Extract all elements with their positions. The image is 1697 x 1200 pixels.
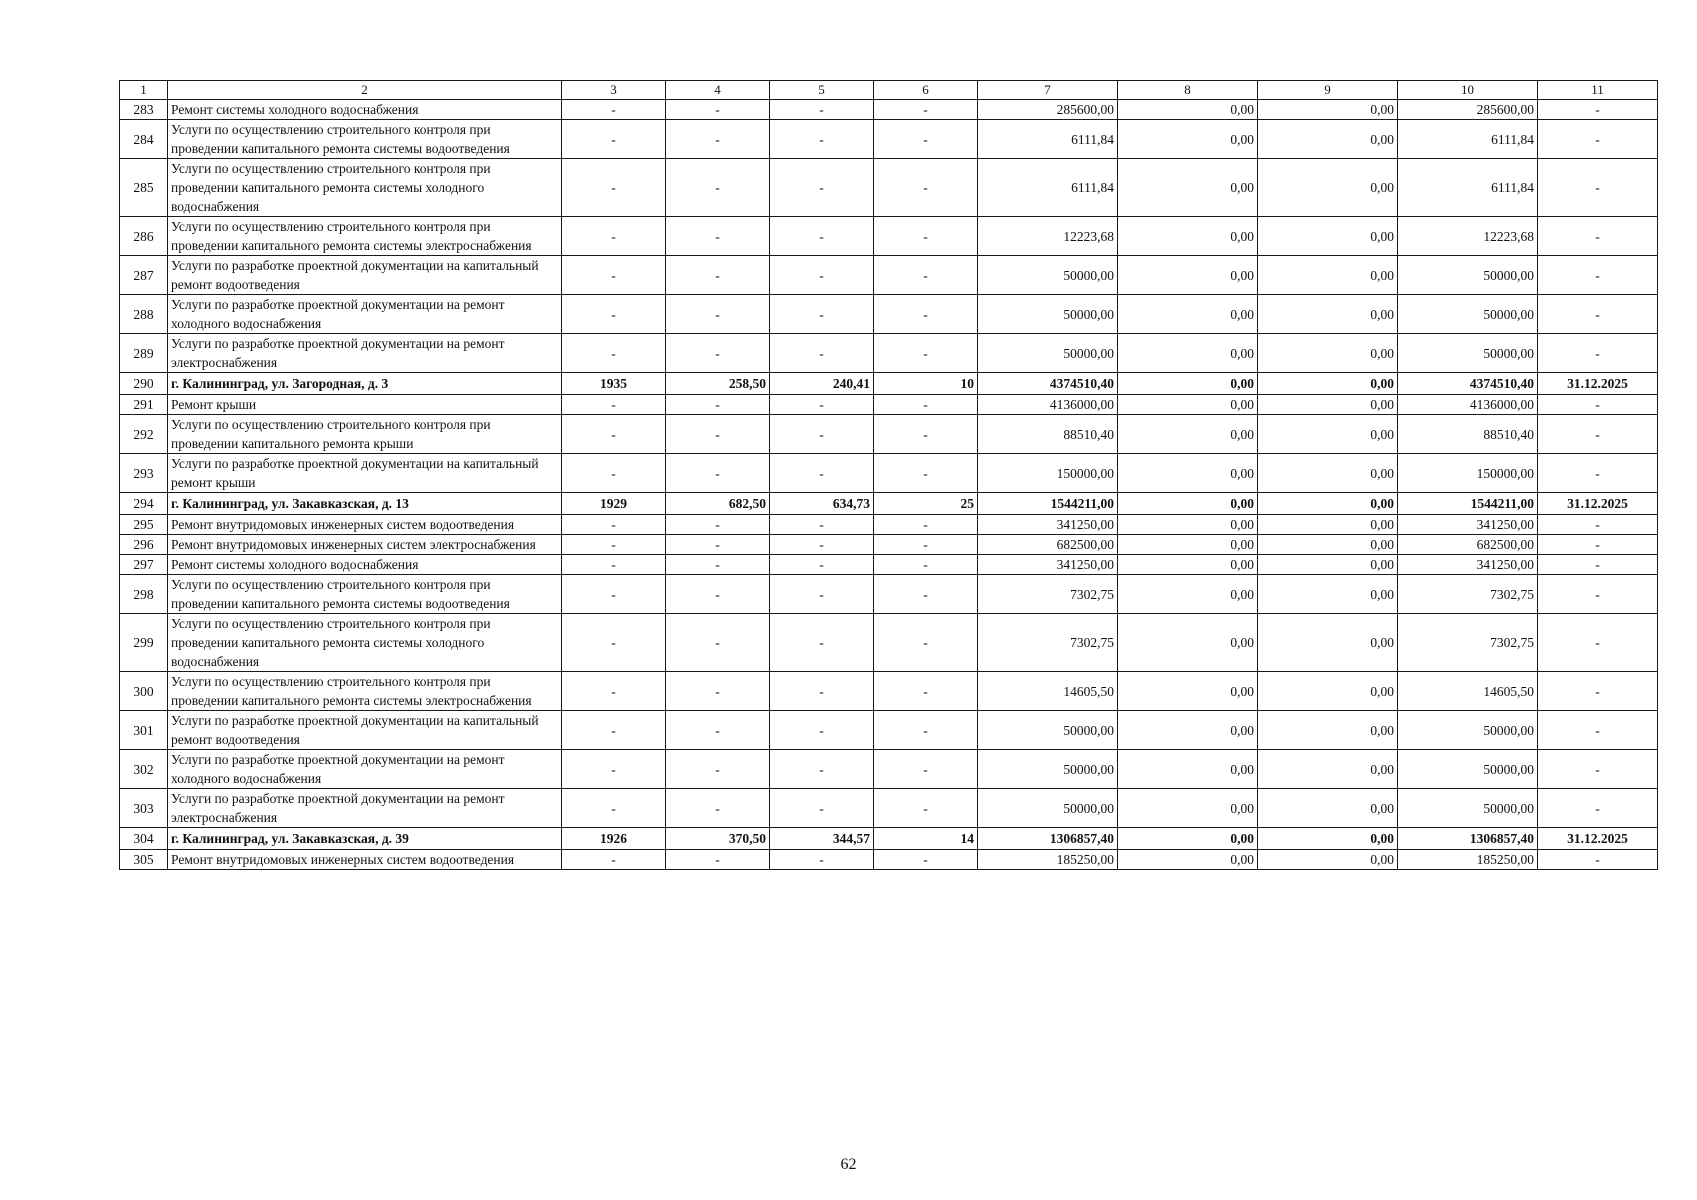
row-number-cell: 284 xyxy=(120,120,168,159)
address-row xyxy=(120,828,1658,850)
col-5-cell: - xyxy=(770,334,874,373)
col-4-cell: - xyxy=(666,256,770,295)
row-number-cell: 297 xyxy=(120,555,168,575)
total-cost-cell: 6111,84 xyxy=(978,159,1118,217)
table-row xyxy=(120,711,1658,750)
col-9-cell: 0,00 xyxy=(1258,614,1398,672)
col-8-cell: 0,00 xyxy=(1118,828,1258,850)
work-description-cell: Услуги по разработке проектной документации на капитальный ремонт крыши xyxy=(168,454,562,493)
col-10-cell: 50000,00 xyxy=(1398,750,1538,789)
col-8-cell: 0,00 xyxy=(1118,295,1258,334)
address-row xyxy=(120,493,1658,515)
column-header: 7 xyxy=(978,81,1118,100)
col-9-cell: 0,00 xyxy=(1258,395,1398,415)
deadline-cell: - xyxy=(1538,614,1658,672)
row-number-cell: 303 xyxy=(120,789,168,828)
total-cost-cell: 14605,50 xyxy=(978,672,1118,711)
col-4-cell: - xyxy=(666,217,770,256)
deadline-cell: - xyxy=(1538,100,1658,120)
work-description-cell: г. Калининград, ул. Загородная, д. 3 xyxy=(168,373,562,395)
deadline-cell: - xyxy=(1538,395,1658,415)
total-cost-cell: 50000,00 xyxy=(978,334,1118,373)
total-cost-cell: 185250,00 xyxy=(978,850,1118,870)
col-10-cell: 341250,00 xyxy=(1398,555,1538,575)
total-cost-cell: 7302,75 xyxy=(978,614,1118,672)
table-row xyxy=(120,100,1658,120)
column-header: 3 xyxy=(562,81,666,100)
col-3-cell: 1926 xyxy=(562,828,666,850)
col-8-cell: 0,00 xyxy=(1118,334,1258,373)
col-3-cell: - xyxy=(562,515,666,535)
address-row xyxy=(120,373,1658,395)
col-4-cell: - xyxy=(666,454,770,493)
col-8-cell: 0,00 xyxy=(1118,217,1258,256)
col-10-cell: 50000,00 xyxy=(1398,334,1538,373)
col-8-cell: 0,00 xyxy=(1118,614,1258,672)
col-4-cell: - xyxy=(666,120,770,159)
col-8-cell: 0,00 xyxy=(1118,454,1258,493)
deadline-cell: - xyxy=(1538,334,1658,373)
col-6-cell: - xyxy=(874,159,978,217)
col-4-cell: - xyxy=(666,159,770,217)
row-number-cell: 302 xyxy=(120,750,168,789)
work-description-cell: Ремонт внутридомовых инженерных систем водоотведения xyxy=(168,515,562,535)
col-6-cell: - xyxy=(874,100,978,120)
col-3-cell: - xyxy=(562,415,666,454)
col-5-cell: 634,73 xyxy=(770,493,874,515)
total-cost-cell: 50000,00 xyxy=(978,750,1118,789)
col-10-cell: 7302,75 xyxy=(1398,614,1538,672)
col-4-cell: - xyxy=(666,555,770,575)
row-number-cell: 288 xyxy=(120,295,168,334)
total-cost-cell: 341250,00 xyxy=(978,555,1118,575)
row-number-cell: 286 xyxy=(120,217,168,256)
col-4-cell: - xyxy=(666,334,770,373)
col-4-cell: - xyxy=(666,614,770,672)
col-10-cell: 1544211,00 xyxy=(1398,493,1538,515)
column-header: 11 xyxy=(1538,81,1658,100)
work-description-cell: Ремонт внутридомовых инженерных систем водоотведения xyxy=(168,850,562,870)
table-row xyxy=(120,535,1658,555)
col-4-cell: - xyxy=(666,789,770,828)
col-10-cell: 341250,00 xyxy=(1398,515,1538,535)
col-8-cell: 0,00 xyxy=(1118,850,1258,870)
col-10-cell: 50000,00 xyxy=(1398,711,1538,750)
col-9-cell: 0,00 xyxy=(1258,415,1398,454)
work-description-cell: Услуги по осуществлению строительного контроля при проведении капитального ремонта крыши xyxy=(168,415,562,454)
col-5-cell: - xyxy=(770,515,874,535)
deadline-cell: - xyxy=(1538,515,1658,535)
work-description-cell: Услуги по осуществлению строительного контроля при проведении капитального ремонта системы электроснабжения xyxy=(168,217,562,256)
work-description-cell: Услуги по осуществлению строительного контроля при проведении капитального ремонта системы электроснабжения xyxy=(168,672,562,711)
deadline-cell: - xyxy=(1538,789,1658,828)
repair-plan-table xyxy=(119,80,1658,870)
work-description-cell: Услуги по разработке проектной документации на ремонт электроснабжения xyxy=(168,334,562,373)
col-8-cell: 0,00 xyxy=(1118,575,1258,614)
col-3-cell: - xyxy=(562,750,666,789)
work-description-cell: Услуги по разработке проектной документации на капитальный ремонт водоотведения xyxy=(168,256,562,295)
col-3-cell: - xyxy=(562,850,666,870)
total-cost-cell: 6111,84 xyxy=(978,120,1118,159)
col-10-cell: 50000,00 xyxy=(1398,256,1538,295)
col-9-cell: 0,00 xyxy=(1258,575,1398,614)
col-5-cell: - xyxy=(770,750,874,789)
col-6-cell: - xyxy=(874,711,978,750)
col-10-cell: 7302,75 xyxy=(1398,575,1538,614)
work-description-cell: Услуги по осуществлению строительного контроля при проведении капитального ремонта системы водоотведения xyxy=(168,120,562,159)
col-5-cell: - xyxy=(770,159,874,217)
table-body xyxy=(120,100,1658,870)
col-8-cell: 0,00 xyxy=(1118,120,1258,159)
col-5-cell: - xyxy=(770,100,874,120)
col-3-cell: - xyxy=(562,159,666,217)
col-4-cell: - xyxy=(666,515,770,535)
col-8-cell: 0,00 xyxy=(1118,535,1258,555)
row-number-cell: 296 xyxy=(120,535,168,555)
col-6-cell: 10 xyxy=(874,373,978,395)
col-3-cell: - xyxy=(562,217,666,256)
col-3-cell: - xyxy=(562,789,666,828)
total-cost-cell: 341250,00 xyxy=(978,515,1118,535)
col-4-cell: 682,50 xyxy=(666,493,770,515)
col-10-cell: 6111,84 xyxy=(1398,159,1538,217)
col-10-cell: 185250,00 xyxy=(1398,850,1538,870)
col-10-cell: 4136000,00 xyxy=(1398,395,1538,415)
row-number-cell: 304 xyxy=(120,828,168,850)
col-5-cell: - xyxy=(770,454,874,493)
col-9-cell: 0,00 xyxy=(1258,454,1398,493)
col-9-cell: 0,00 xyxy=(1258,295,1398,334)
col-10-cell: 50000,00 xyxy=(1398,295,1538,334)
deadline-cell: - xyxy=(1538,850,1658,870)
work-description-cell: г. Калининград, ул. Закавказская, д. 39 xyxy=(168,828,562,850)
table-row xyxy=(120,334,1658,373)
col-5-cell: - xyxy=(770,555,874,575)
col-4-cell: - xyxy=(666,672,770,711)
total-cost-cell: 1544211,00 xyxy=(978,493,1118,515)
col-9-cell: 0,00 xyxy=(1258,120,1398,159)
total-cost-cell: 50000,00 xyxy=(978,295,1118,334)
table-row xyxy=(120,217,1658,256)
work-description-cell: Услуги по разработке проектной документации на капитальный ремонт водоотведения xyxy=(168,711,562,750)
page-number: 62 xyxy=(840,1156,857,1173)
deadline-cell: - xyxy=(1538,711,1658,750)
col-5-cell: 344,57 xyxy=(770,828,874,850)
col-5-cell: - xyxy=(770,575,874,614)
col-9-cell: 0,00 xyxy=(1258,711,1398,750)
col-5-cell: - xyxy=(770,614,874,672)
col-4-cell: - xyxy=(666,415,770,454)
row-number-cell: 292 xyxy=(120,415,168,454)
row-number-cell: 289 xyxy=(120,334,168,373)
total-cost-cell: 88510,40 xyxy=(978,415,1118,454)
col-10-cell: 50000,00 xyxy=(1398,789,1538,828)
deadline-cell: - xyxy=(1538,672,1658,711)
work-description-cell: Услуги по разработке проектной документации на ремонт холодного водоснабжения xyxy=(168,750,562,789)
col-10-cell: 150000,00 xyxy=(1398,454,1538,493)
col-4-cell: - xyxy=(666,395,770,415)
col-8-cell: 0,00 xyxy=(1118,415,1258,454)
col-9-cell: 0,00 xyxy=(1258,515,1398,535)
col-9-cell: 0,00 xyxy=(1258,672,1398,711)
col-4-cell: - xyxy=(666,535,770,555)
total-cost-cell: 285600,00 xyxy=(978,100,1118,120)
col-3-cell: - xyxy=(562,672,666,711)
col-4-cell: - xyxy=(666,850,770,870)
column-header: 8 xyxy=(1118,81,1258,100)
row-number-cell: 298 xyxy=(120,575,168,614)
table-row xyxy=(120,159,1658,217)
col-6-cell: - xyxy=(874,334,978,373)
column-header: 4 xyxy=(666,81,770,100)
col-8-cell: 0,00 xyxy=(1118,493,1258,515)
work-description-cell: Услуги по осуществлению строительного контроля при проведении капитального ремонта системы холодного водоснабжения xyxy=(168,159,562,217)
col-6-cell: - xyxy=(874,575,978,614)
col-3-cell: - xyxy=(562,100,666,120)
col-3-cell: - xyxy=(562,575,666,614)
col-10-cell: 682500,00 xyxy=(1398,535,1538,555)
deadline-cell: - xyxy=(1538,750,1658,789)
table-row xyxy=(120,395,1658,415)
total-cost-cell: 7302,75 xyxy=(978,575,1118,614)
col-8-cell: 0,00 xyxy=(1118,672,1258,711)
col-10-cell: 4374510,40 xyxy=(1398,373,1538,395)
deadline-cell: - xyxy=(1538,575,1658,614)
row-number-cell: 300 xyxy=(120,672,168,711)
column-header: 1 xyxy=(120,81,168,100)
col-9-cell: 0,00 xyxy=(1258,373,1398,395)
col-5-cell: 240,41 xyxy=(770,373,874,395)
col-9-cell: 0,00 xyxy=(1258,100,1398,120)
col-6-cell: - xyxy=(874,515,978,535)
col-4-cell: - xyxy=(666,575,770,614)
column-header: 5 xyxy=(770,81,874,100)
column-header: 2 xyxy=(168,81,562,100)
col-3-cell: - xyxy=(562,334,666,373)
col-6-cell: - xyxy=(874,535,978,555)
col-5-cell: - xyxy=(770,711,874,750)
col-5-cell: - xyxy=(770,395,874,415)
col-8-cell: 0,00 xyxy=(1118,373,1258,395)
row-number-cell: 290 xyxy=(120,373,168,395)
col-5-cell: - xyxy=(770,295,874,334)
col-4-cell: - xyxy=(666,711,770,750)
col-3-cell: - xyxy=(562,395,666,415)
table-row xyxy=(120,575,1658,614)
row-number-cell: 295 xyxy=(120,515,168,535)
total-cost-cell: 12223,68 xyxy=(978,217,1118,256)
deadline-cell: - xyxy=(1538,535,1658,555)
col-9-cell: 0,00 xyxy=(1258,789,1398,828)
row-number-cell: 299 xyxy=(120,614,168,672)
col-8-cell: 0,00 xyxy=(1118,789,1258,828)
deadline-cell: - xyxy=(1538,454,1658,493)
col-8-cell: 0,00 xyxy=(1118,711,1258,750)
col-9-cell: 0,00 xyxy=(1258,750,1398,789)
col-6-cell: 25 xyxy=(874,493,978,515)
work-description-cell: Услуги по осуществлению строительного контроля при проведении капитального ремонта системы холодного водоснабжения xyxy=(168,614,562,672)
table-row xyxy=(120,750,1658,789)
col-10-cell: 1306857,40 xyxy=(1398,828,1538,850)
col-5-cell: - xyxy=(770,672,874,711)
table-row xyxy=(120,555,1658,575)
col-3-cell: - xyxy=(562,535,666,555)
col-6-cell: - xyxy=(874,295,978,334)
deadline-cell: - xyxy=(1538,256,1658,295)
col-5-cell: - xyxy=(770,850,874,870)
work-description-cell: Ремонт крыши xyxy=(168,395,562,415)
col-10-cell: 14605,50 xyxy=(1398,672,1538,711)
col-9-cell: 0,00 xyxy=(1258,256,1398,295)
total-cost-cell: 4374510,40 xyxy=(978,373,1118,395)
row-number-cell: 283 xyxy=(120,100,168,120)
col-4-cell: 370,50 xyxy=(666,828,770,850)
col-10-cell: 285600,00 xyxy=(1398,100,1538,120)
total-cost-cell: 4136000,00 xyxy=(978,395,1118,415)
table-row xyxy=(120,256,1658,295)
work-description-cell: Услуги по осуществлению строительного контроля при проведении капитального ремонта системы водоотведения xyxy=(168,575,562,614)
col-10-cell: 88510,40 xyxy=(1398,415,1538,454)
col-6-cell: - xyxy=(874,750,978,789)
deadline-cell: - xyxy=(1538,217,1658,256)
total-cost-cell: 50000,00 xyxy=(978,256,1118,295)
col-10-cell: 6111,84 xyxy=(1398,120,1538,159)
deadline-cell: 31.12.2025 xyxy=(1538,493,1658,515)
table-row xyxy=(120,295,1658,334)
col-8-cell: 0,00 xyxy=(1118,256,1258,295)
col-5-cell: - xyxy=(770,217,874,256)
col-9-cell: 0,00 xyxy=(1258,493,1398,515)
deadline-cell: 31.12.2025 xyxy=(1538,828,1658,850)
row-number-cell: 287 xyxy=(120,256,168,295)
table-row xyxy=(120,672,1658,711)
deadline-cell: - xyxy=(1538,415,1658,454)
col-6-cell: - xyxy=(874,415,978,454)
work-description-cell: Ремонт системы холодного водоснабжения xyxy=(168,555,562,575)
table-row xyxy=(120,614,1658,672)
col-5-cell: - xyxy=(770,789,874,828)
col-6-cell: 14 xyxy=(874,828,978,850)
col-6-cell: - xyxy=(874,120,978,159)
work-description-cell: Услуги по разработке проектной документации на ремонт электроснабжения xyxy=(168,789,562,828)
col-9-cell: 0,00 xyxy=(1258,159,1398,217)
col-8-cell: 0,00 xyxy=(1118,159,1258,217)
column-header: 10 xyxy=(1398,81,1538,100)
col-5-cell: - xyxy=(770,535,874,555)
total-cost-cell: 1306857,40 xyxy=(978,828,1118,850)
work-description-cell: Услуги по разработке проектной документации на ремонт холодного водоснабжения xyxy=(168,295,562,334)
column-header: 9 xyxy=(1258,81,1398,100)
total-cost-cell: 150000,00 xyxy=(978,454,1118,493)
col-3-cell: 1929 xyxy=(562,493,666,515)
col-10-cell: 12223,68 xyxy=(1398,217,1538,256)
col-4-cell: - xyxy=(666,750,770,789)
row-number-cell: 291 xyxy=(120,395,168,415)
col-6-cell: - xyxy=(874,395,978,415)
col-6-cell: - xyxy=(874,555,978,575)
col-6-cell: - xyxy=(874,672,978,711)
table-row xyxy=(120,120,1658,159)
row-number-cell: 285 xyxy=(120,159,168,217)
col-3-cell: - xyxy=(562,454,666,493)
col-6-cell: - xyxy=(874,217,978,256)
col-9-cell: 0,00 xyxy=(1258,850,1398,870)
col-8-cell: 0,00 xyxy=(1118,395,1258,415)
table-row xyxy=(120,515,1658,535)
deadline-cell: - xyxy=(1538,555,1658,575)
col-8-cell: 0,00 xyxy=(1118,515,1258,535)
col-9-cell: 0,00 xyxy=(1258,217,1398,256)
col-8-cell: 0,00 xyxy=(1118,750,1258,789)
column-header: 6 xyxy=(874,81,978,100)
col-3-cell: - xyxy=(562,256,666,295)
col-5-cell: - xyxy=(770,256,874,295)
table-row xyxy=(120,415,1658,454)
col-8-cell: 0,00 xyxy=(1118,100,1258,120)
row-number-cell: 294 xyxy=(120,493,168,515)
row-number-cell: 293 xyxy=(120,454,168,493)
col-6-cell: - xyxy=(874,789,978,828)
col-9-cell: 0,00 xyxy=(1258,555,1398,575)
col-8-cell: 0,00 xyxy=(1118,555,1258,575)
work-description-cell: Ремонт системы холодного водоснабжения xyxy=(168,100,562,120)
col-9-cell: 0,00 xyxy=(1258,535,1398,555)
work-description-cell: г. Калининград, ул. Закавказская, д. 13 xyxy=(168,493,562,515)
col-5-cell: - xyxy=(770,415,874,454)
col-9-cell: 0,00 xyxy=(1258,828,1398,850)
col-3-cell: - xyxy=(562,614,666,672)
deadline-cell: 31.12.2025 xyxy=(1538,373,1658,395)
row-number-cell: 305 xyxy=(120,850,168,870)
table-row xyxy=(120,850,1658,870)
col-6-cell: - xyxy=(874,454,978,493)
deadline-cell: - xyxy=(1538,159,1658,217)
column-number-row xyxy=(120,81,1658,100)
col-9-cell: 0,00 xyxy=(1258,334,1398,373)
col-4-cell: 258,50 xyxy=(666,373,770,395)
deadline-cell: - xyxy=(1538,295,1658,334)
total-cost-cell: 682500,00 xyxy=(978,535,1118,555)
col-5-cell: - xyxy=(770,120,874,159)
total-cost-cell: 50000,00 xyxy=(978,711,1118,750)
row-number-cell: 301 xyxy=(120,711,168,750)
col-3-cell: - xyxy=(562,555,666,575)
col-3-cell: - xyxy=(562,295,666,334)
work-description-cell: Ремонт внутридомовых инженерных систем электроснабжения xyxy=(168,535,562,555)
col-6-cell: - xyxy=(874,614,978,672)
total-cost-cell: 50000,00 xyxy=(978,789,1118,828)
col-3-cell: 1935 xyxy=(562,373,666,395)
col-3-cell: - xyxy=(562,120,666,159)
col-6-cell: - xyxy=(874,256,978,295)
col-6-cell: - xyxy=(874,850,978,870)
col-4-cell: - xyxy=(666,295,770,334)
table-row xyxy=(120,789,1658,828)
table-row xyxy=(120,454,1658,493)
col-3-cell: - xyxy=(562,711,666,750)
deadline-cell: - xyxy=(1538,120,1658,159)
col-4-cell: - xyxy=(666,100,770,120)
